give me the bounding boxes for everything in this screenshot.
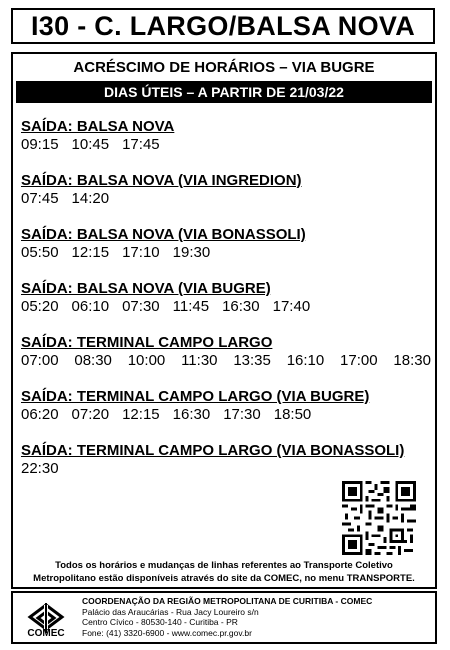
section-terminal-campo-largo-bonassoli [21, 442, 431, 478]
time-item: 16:10 [286, 352, 325, 369]
section-title: SAÍDA: TERMINAL CAMPO LARGO [21, 334, 273, 351]
section-title: SAÍDA: TERMINAL CAMPO LARGO (VIA BUGRE) [21, 388, 370, 405]
footer-address-line: Palácio das Araucárias - Rua Jacy Loureiro s/n [82, 606, 259, 617]
times-row [21, 136, 431, 154]
time-item: 11:45 [172, 298, 210, 315]
time-item: 17:10 [122, 244, 160, 261]
time-item: 07:30 [122, 298, 160, 315]
time-item: 06:10 [71, 298, 110, 315]
notice-bar: DIAS ÚTEIS – A PARTIR DE 21/03/22 [16, 81, 432, 103]
title-box [11, 8, 435, 44]
section-title: SAÍDA: BALSA NOVA (VIA BONASSOLI) [21, 226, 306, 243]
section-terminal-campo-largo-bugre [21, 388, 431, 424]
time-item: 17:30 [223, 406, 261, 423]
time-item: 05:20 [21, 298, 59, 315]
times-row [21, 406, 431, 424]
time-item: 12:15 [122, 406, 160, 423]
qr-code-icon [342, 481, 416, 555]
section-balsa-nova [21, 118, 431, 154]
info-note [13, 560, 435, 585]
footer-contact: Fone: (41) 3320-6900 - www.comec.pr.gov.br [82, 627, 252, 638]
section-balsa-nova-bugre [21, 280, 431, 316]
time-item: 12:15 [71, 244, 110, 261]
section-balsa-nova-bonassoli [21, 226, 431, 262]
section-title: SAÍDA: BALSA NOVA [21, 118, 175, 135]
time-item: 13:35 [233, 352, 271, 369]
time-item: 22:30 [21, 460, 59, 477]
time-item: 17:00 [340, 352, 378, 369]
footer-address-line: Centro Cívico - 80530-140 - Curitiba - PR [82, 617, 238, 627]
note-line: Todos os horários e mudanças de linhas referentes ao Transporte Coletivo [55, 560, 393, 571]
time-item: 17:40 [272, 298, 311, 315]
page-title: I30 - C. LARGO/BALSA NOVA [30, 10, 416, 41]
times-row [21, 460, 431, 478]
section-balsa-nova-ingredion [21, 172, 431, 208]
time-item: 16:30 [172, 406, 211, 423]
time-item: 16:30 [222, 298, 260, 315]
times-row [21, 190, 431, 208]
time-item: 05:50 [21, 244, 59, 261]
times-row [21, 244, 431, 262]
time-item: 07:00 [21, 352, 59, 369]
time-item: 19:30 [172, 244, 211, 261]
times-row [21, 352, 431, 370]
section-title: SAÍDA: TERMINAL CAMPO LARGO (VIA BONASSOLI) [21, 442, 405, 459]
footer-org: COORDENAÇÃO DA REGIÃO METROPOLITANA DE CURITIBA - COMEC [82, 596, 373, 606]
time-item: 06:20 [21, 406, 59, 423]
note-line: Metropolitano estão disponíveis através do site da COMEC, no menu TRANSPORTE. [33, 572, 415, 584]
time-item: 18:30 [393, 352, 431, 369]
notice-subtitle: ACRÉSCIMO DE HORÁRIOS – VIA BUGRE [73, 59, 375, 76]
footer-address [82, 596, 372, 638]
time-item: 07:20 [71, 406, 110, 423]
time-item: 08:30 [74, 352, 112, 369]
schedule-box [11, 52, 437, 589]
time-item: 18:50 [273, 406, 312, 423]
time-item: 11:30 [181, 352, 218, 369]
section-title: SAÍDA: BALSA NOVA (VIA BUGRE) [21, 280, 271, 297]
logo-text: COMEC [27, 628, 65, 639]
section-terminal-campo-largo [21, 334, 431, 370]
times-row [21, 298, 431, 316]
footer [11, 591, 437, 644]
time-item: 09:15 [21, 136, 59, 153]
section-title: SAÍDA: BALSA NOVA (VIA INGREDION) [21, 172, 302, 189]
time-item: 07:45 [21, 190, 59, 207]
time-item: 10:45 [71, 136, 110, 153]
time-item: 17:45 [122, 136, 160, 153]
time-item: 14:20 [71, 190, 110, 207]
time-item: 10:00 [127, 352, 166, 369]
